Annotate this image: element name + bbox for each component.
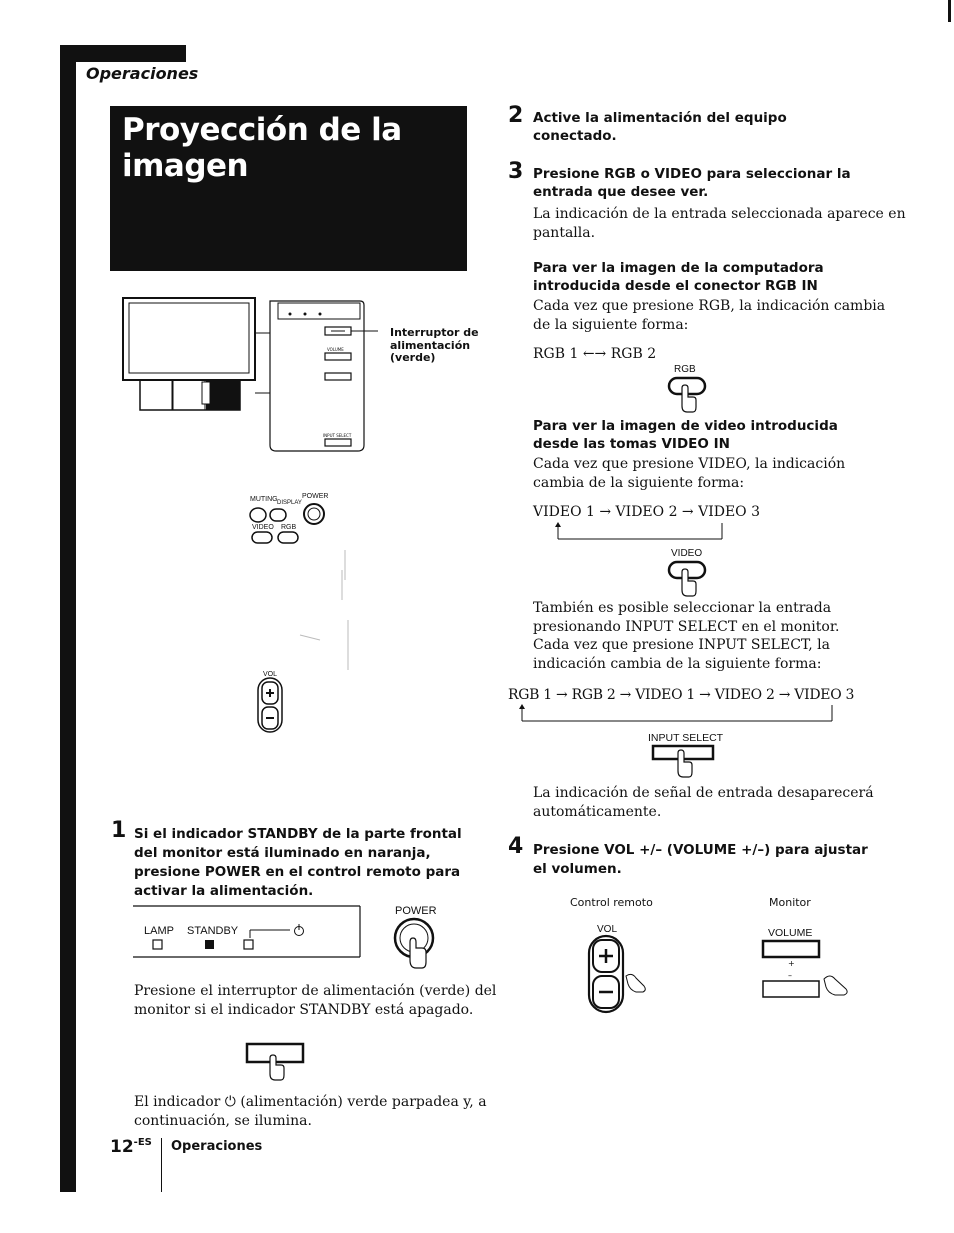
callout-line2: alimentación [390, 338, 471, 352]
remote-control-illustration [240, 500, 360, 800]
title-box [110, 106, 467, 271]
input-select-text-line4: indicación cambia de la siguiente forma: [533, 655, 822, 672]
step3-heading-line1: Presione RGB o VIDEO para seleccionar la [533, 166, 851, 182]
step4-heading-line1: Presione VOL +/– (VOLUME +/–) para ajustar [533, 842, 868, 858]
video-button-label: VIDEO [671, 548, 703, 559]
step4-remote-vol-illustration [586, 934, 652, 1014]
step1-heading-line2: del monitor está iluminado en naranja, [134, 845, 431, 861]
step3-text-line2: pantalla. [533, 224, 596, 241]
remote-video-label: VIDEO [252, 524, 274, 531]
rgb-heading-line2: introducida desde el conector RGB IN [533, 277, 818, 294]
step2-heading [533, 110, 787, 145]
step4-monitor-label: Monitor [769, 896, 811, 909]
step1-heading-line1: Si el indicador STANDBY de la parte frontal [134, 826, 462, 842]
page-number-suffix: -ES [133, 1137, 152, 1148]
video-text-line1: Cada vez que presione VIDEO, la indicación [533, 456, 846, 472]
step3-text-line1: La indicación de la entrada seleccionada aparece en [533, 206, 906, 222]
step1-text1-line2: monitor si el indicador STANDBY está apagado. [134, 1001, 474, 1018]
remote-power-label: POWER [302, 493, 329, 500]
svg-text:VOLUME: VOLUME [327, 347, 344, 352]
input-select-after-line2: automáticamente. [533, 803, 662, 820]
input-select-after-text [533, 784, 874, 821]
input-select-text [533, 599, 839, 673]
footer-section-label: Operaciones [171, 1139, 263, 1154]
step4-monitor-volume-illustration [760, 939, 852, 1003]
left-margin-bar [60, 45, 76, 1192]
step1-text1-line1: Presione el interruptor de alimentación (verde) del [134, 983, 497, 999]
video-section-heading [533, 418, 838, 453]
video-button-press-icon [666, 558, 710, 598]
page-number [110, 1137, 152, 1157]
video-section-text [533, 455, 845, 492]
video-flow: VIDEO 1 → VIDEO 2 → VIDEO 3 [533, 504, 761, 520]
input-select-loop-arrow [514, 704, 840, 724]
rgb-button-press-icon [666, 374, 710, 414]
remote-muting-label: MUTING [250, 496, 278, 503]
step4-heading [533, 841, 868, 879]
step1-heading-line3: presione POWER en el control remoto para [134, 864, 461, 880]
power-switch-callout [390, 327, 479, 365]
page-title-line1: Proyección de la [122, 112, 402, 148]
step3-heading-line2: entrada que desee ver. [533, 183, 709, 200]
callout-line3: (verde) [390, 351, 436, 364]
video-loop-arrow [550, 522, 730, 542]
step1-text1 [134, 982, 496, 1019]
power-button-press-icon [392, 916, 438, 974]
top-corner-bar [60, 45, 186, 62]
input-select-button-label: INPUT SELECT [648, 732, 724, 744]
rgb-heading-line1: Para ver la imagen de la computadora [533, 260, 824, 276]
rgb-text-line1: Cada vez que presione RGB, la indicación cambia [533, 298, 886, 314]
rgb-section-heading [533, 260, 824, 295]
monitor-illustration [118, 293, 378, 458]
footer-divider [161, 1138, 162, 1192]
step2-number: 2 [508, 103, 524, 128]
callout-line1: Interruptor de [390, 326, 479, 339]
step1-text2-line1: El indicador ⏻ (alimentación) verde parpadea y, a [134, 1094, 487, 1110]
remote-display-label: DISPLAY [277, 500, 302, 506]
input-select-flow: RGB 1 → RGB 2 → VIDEO 1 → VIDEO 2 → VIDEO 3 [508, 687, 855, 703]
step1-text2 [134, 1093, 487, 1130]
rgb-section-text [533, 297, 885, 334]
step4-number: 4 [508, 834, 524, 859]
page-number-value: 12 [110, 1137, 134, 1157]
step3-number: 3 [508, 159, 524, 184]
video-heading-line1: Para ver la imagen de video introducida [533, 418, 838, 434]
step1-number: 1 [111, 818, 127, 843]
rgb-flow: RGB 1 ←→ RGB 2 [533, 346, 657, 362]
standby-label: STANDBY [187, 925, 239, 937]
step2-heading-line1: Active la alimentación del equipo [533, 110, 787, 126]
step3-text [533, 205, 906, 242]
input-select-text-line3: Cada vez que presione INPUT SELECT, la [533, 637, 830, 653]
video-heading-line2: desde las tomas VIDEO IN [533, 435, 730, 452]
step4-volume-label: VOLUME [768, 927, 813, 939]
step4-vol-label: VOL [597, 924, 618, 935]
svg-text:INPUT SELECT: INPUT SELECT [323, 433, 352, 438]
rgb-button-label: RGB [674, 364, 696, 375]
input-select-text-line2: presionando INPUT SELECT en el monitor. [533, 618, 840, 635]
step3-heading [533, 166, 851, 201]
svg-text:–: – [788, 971, 792, 980]
section-label: Operaciones [86, 64, 199, 83]
step1-heading-line4: activar la alimentación. [134, 883, 314, 899]
step1-text2-line2: continuación, se ilumina. [134, 1112, 312, 1129]
rgb-text-line2: de la siguiente forma: [533, 316, 689, 333]
step4-heading-line2: el volumen. [533, 861, 622, 877]
lamp-label: LAMP [144, 925, 174, 937]
remote-rgb-label: RGB [281, 524, 297, 531]
monitor-power-switch-press-icon [244, 1040, 308, 1082]
power-button-label: POWER [395, 905, 437, 917]
edge-mark [948, 0, 951, 22]
step4-remote-label: Control remoto [570, 896, 653, 909]
step2-heading-line2: conectado. [533, 127, 617, 144]
svg-text:+: + [788, 959, 795, 968]
step1-heading [134, 825, 462, 901]
input-select-after-line1: La indicación de señal de entrada desaparecerá [533, 785, 874, 801]
remote-vol-label: VOL [263, 671, 278, 678]
video-text-line2: cambia de la siguiente forma: [533, 474, 745, 491]
page-title-line2: imagen [122, 148, 249, 184]
input-select-button-press-icon [650, 743, 720, 779]
input-select-text-line1: También es posible seleccionar la entrada [533, 600, 832, 616]
